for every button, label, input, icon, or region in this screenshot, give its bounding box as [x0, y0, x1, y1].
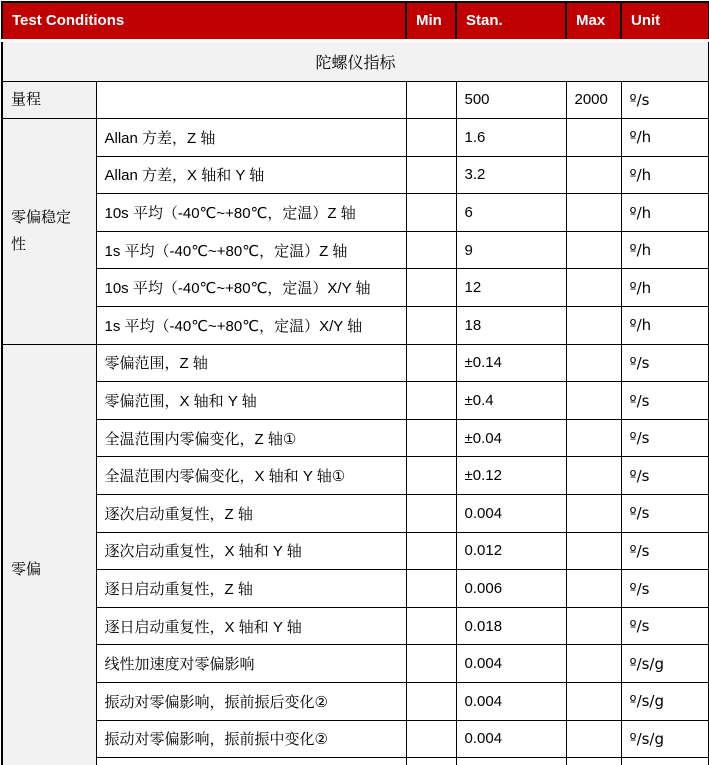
max-cell	[566, 645, 621, 683]
col-header-unit: Unit	[621, 2, 709, 40]
condition-cell: 逐次启动重复性，Z 轴	[96, 495, 406, 533]
stan-cell: 6	[456, 194, 566, 232]
table-row	[2, 231, 709, 269]
max-cell	[566, 607, 621, 645]
group-cell-bias-stability: 零偏稳定性	[2, 119, 96, 345]
gyro-spec-table	[1, 1, 709, 765]
condition-cell	[96, 81, 406, 119]
condition-cell: 逐日启动重复性，Z 轴	[96, 570, 406, 608]
stan-cell: ±0.12	[456, 457, 566, 495]
min-cell	[406, 419, 456, 457]
unit-cell: º/s	[621, 382, 709, 420]
stan-cell: 9	[456, 231, 566, 269]
max-cell	[566, 720, 621, 758]
table-row	[2, 495, 709, 533]
unit-cell: º/h	[621, 269, 709, 307]
unit-cell: º/s	[621, 419, 709, 457]
min-cell	[406, 344, 456, 382]
condition-cell: 零偏范围，Z 轴	[96, 344, 406, 382]
min-cell	[406, 495, 456, 533]
table-row	[2, 307, 709, 345]
max-cell	[566, 419, 621, 457]
min-cell	[406, 607, 456, 645]
max-cell: 2000	[566, 81, 621, 119]
unit-cell: º/s/g	[621, 720, 709, 758]
max-cell	[566, 457, 621, 495]
stan-cell: 0.004	[456, 495, 566, 533]
min-cell	[406, 156, 456, 194]
unit-cell: º/h	[621, 307, 709, 345]
max-cell	[566, 344, 621, 382]
condition-cell: 1s 平均（-40℃~+80℃，定温）X/Y 轴	[96, 307, 406, 345]
stan-cell: ±0.4	[456, 382, 566, 420]
stan-cell: 18	[456, 307, 566, 345]
min-cell	[406, 758, 456, 765]
stan-cell: 1.6	[456, 119, 566, 157]
stan-cell	[456, 758, 566, 765]
table-row	[2, 457, 709, 495]
table-row	[2, 570, 709, 608]
condition-cell: Allan 方差，X 轴和 Y 轴	[96, 156, 406, 194]
max-cell	[566, 156, 621, 194]
min-cell	[406, 570, 456, 608]
header-row	[2, 2, 709, 40]
stan-cell: 500	[456, 81, 566, 119]
unit-cell: º/s/g	[621, 683, 709, 721]
max-cell	[566, 269, 621, 307]
max-cell	[566, 382, 621, 420]
condition-cell: 逐次启动重复性，X 轴和 Y 轴	[96, 532, 406, 570]
unit-cell	[621, 758, 709, 765]
unit-cell: º/s	[621, 457, 709, 495]
stan-cell: 3.2	[456, 156, 566, 194]
unit-cell: º/h	[621, 156, 709, 194]
min-cell	[406, 307, 456, 345]
condition-cell: 1s 平均（-40℃~+80℃，定温）Z 轴	[96, 231, 406, 269]
condition-cell: 零偏范围，X 轴和 Y 轴	[96, 382, 406, 420]
unit-cell: º/s	[621, 495, 709, 533]
max-cell	[566, 119, 621, 157]
unit-cell: º/h	[621, 231, 709, 269]
min-cell	[406, 119, 456, 157]
col-header-min: Min	[406, 2, 456, 40]
unit-cell: º/s/g	[621, 645, 709, 683]
condition-cell: 逐日启动重复性，X 轴和 Y 轴	[96, 607, 406, 645]
table-row	[2, 119, 709, 157]
condition-cell: 10s 平均（-40℃~+80℃，定温）Z 轴	[96, 194, 406, 232]
condition-cell: Allan 方差，Z 轴	[96, 119, 406, 157]
table-row	[2, 156, 709, 194]
condition-cell: 10s 平均（-40℃~+80℃，定温）X/Y 轴	[96, 269, 406, 307]
min-cell	[406, 532, 456, 570]
condition-cell: 全温范围内零偏变化，Z 轴①	[96, 419, 406, 457]
min-cell	[406, 231, 456, 269]
table-row	[2, 720, 709, 758]
section-row	[2, 40, 709, 81]
max-cell	[566, 495, 621, 533]
stan-cell: 0.004	[456, 645, 566, 683]
min-cell	[406, 81, 456, 119]
min-cell	[406, 457, 456, 495]
condition-cell: 振动对零偏影响，振前振中变化②	[96, 720, 406, 758]
col-header-stan: Stan.	[456, 2, 566, 40]
group-cell-bias: 零偏	[2, 344, 96, 765]
condition-cell: 全温范围内零偏变化，X 轴和 Y 轴①	[96, 457, 406, 495]
stan-cell: 0.012	[456, 532, 566, 570]
min-cell	[406, 683, 456, 721]
min-cell	[406, 194, 456, 232]
unit-cell: º/h	[621, 194, 709, 232]
stan-cell: ±0.14	[456, 344, 566, 382]
max-cell	[566, 532, 621, 570]
unit-cell: º/s	[621, 607, 709, 645]
unit-cell: º/s	[621, 570, 709, 608]
unit-cell: º/h	[621, 119, 709, 157]
unit-cell: º/s	[621, 344, 709, 382]
table-row	[2, 532, 709, 570]
condition-cell: 线性加速度对零偏影响	[96, 645, 406, 683]
max-cell	[566, 570, 621, 608]
max-cell	[566, 231, 621, 269]
unit-cell: º/s	[621, 81, 709, 119]
max-cell	[566, 194, 621, 232]
stan-cell: 0.004	[456, 683, 566, 721]
table-row	[2, 81, 709, 119]
min-cell	[406, 720, 456, 758]
min-cell	[406, 645, 456, 683]
table-row	[2, 194, 709, 232]
table-row	[2, 269, 709, 307]
min-cell	[406, 269, 456, 307]
table-row-clipped	[2, 758, 709, 765]
table-row	[2, 419, 709, 457]
min-cell	[406, 382, 456, 420]
section-title: 陀螺仪指标	[2, 40, 709, 81]
stan-cell: 12	[456, 269, 566, 307]
unit-cell: º/s	[621, 532, 709, 570]
table-row	[2, 607, 709, 645]
stan-cell: 0.004	[456, 720, 566, 758]
stan-cell: 0.006	[456, 570, 566, 608]
stan-cell: ±0.04	[456, 419, 566, 457]
table-row	[2, 683, 709, 721]
condition-cell: 振动对零偏影响，振前振后变化②	[96, 683, 406, 721]
table-row	[2, 382, 709, 420]
table-row	[2, 344, 709, 382]
max-cell	[566, 307, 621, 345]
table-row	[2, 645, 709, 683]
group-cell-range: 量程	[2, 81, 96, 119]
max-cell	[566, 683, 621, 721]
condition-cell	[96, 758, 406, 765]
max-cell	[566, 758, 621, 765]
col-header-max: Max	[566, 2, 621, 40]
stan-cell: 0.018	[456, 607, 566, 645]
col-header-test-conditions: Test Conditions	[2, 2, 406, 40]
